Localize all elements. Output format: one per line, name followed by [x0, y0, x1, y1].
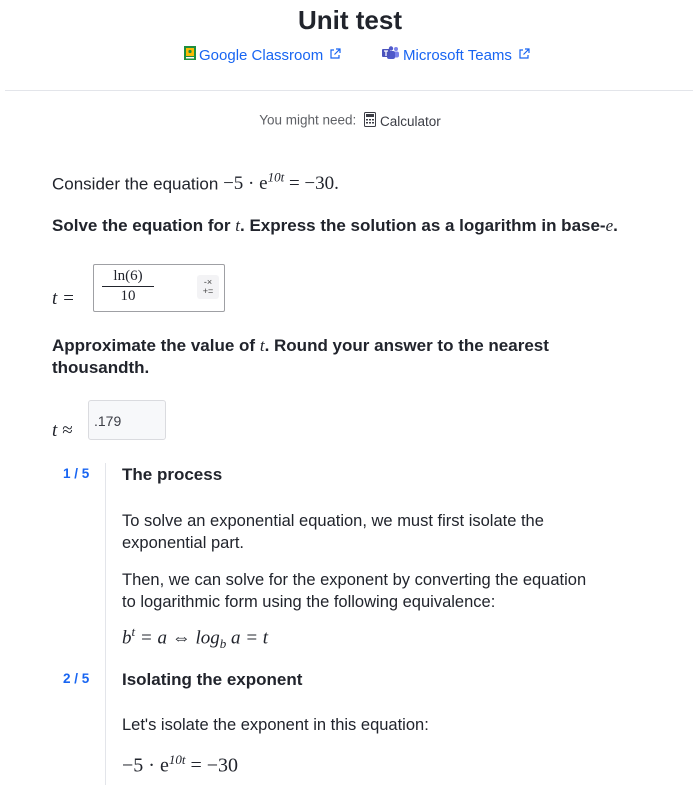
hint-paragraph [122, 569, 682, 613]
external-link-icon [329, 47, 341, 64]
math-keypad-icon[interactable]: -× += [197, 275, 219, 299]
hint-title: Isolating the exponent [122, 670, 303, 689]
formula-end: a = t [226, 627, 269, 649]
hint-title: The process [122, 465, 223, 484]
approx-instruction [52, 335, 612, 379]
answer-fraction [102, 268, 154, 305]
formula-base: b [122, 627, 132, 649]
approx-text-b: . Round your answer to the nearest [264, 336, 549, 355]
instruction-base: e [605, 216, 614, 235]
page-title: Unit test [298, 5, 402, 35]
approx-variable: t [259, 336, 265, 355]
google-classroom-label: Google Classroom [199, 46, 324, 64]
approx-text-a: Approximate the value of [52, 336, 256, 355]
microsoft-teams-icon [382, 46, 400, 64]
approx-input[interactable]: .179 [88, 400, 166, 440]
equation-lhs: −5 · e [122, 754, 169, 777]
tools-prefix: You might need: [259, 112, 357, 128]
question-intro-text: Consider the equation [52, 174, 219, 194]
google-classroom-icon [184, 46, 196, 64]
question-intro [52, 170, 339, 195]
formula-middle: = a ⇔ log [135, 627, 220, 649]
question-equation [223, 170, 339, 195]
equation-exponent: 10t [168, 752, 186, 767]
instruction-variable: t [235, 216, 240, 235]
instruction-end: . [613, 216, 618, 235]
equation-rhs: = −30 [185, 754, 239, 777]
hint-formula [122, 624, 268, 652]
hint-line: Then, we can solve for the exponent by converting the equation [122, 571, 587, 589]
hint-paragraph [122, 510, 682, 554]
calculator-button[interactable] [364, 112, 441, 130]
equation-exponent: 10t [267, 170, 285, 185]
question-instruction [52, 215, 618, 237]
tools-row [0, 112, 700, 130]
hint-line: to logarithmic form using the following equivalence: [122, 593, 496, 611]
hints-divider [105, 463, 106, 785]
instruction-text: Solve the equation for [52, 216, 231, 235]
microsoft-teams-label: Microsoft Teams [403, 46, 512, 64]
answer-denominator: 10 [120, 288, 136, 304]
hint-line: To solve an exponential equation, we must first isolate the [122, 512, 544, 530]
approx-label: t ≈ [52, 420, 73, 441]
calculator-icon [364, 112, 380, 130]
hint-line: exponential part. [122, 534, 245, 552]
calculator-label: Calculator [380, 113, 441, 129]
header-divider [5, 90, 693, 91]
hint-equation [122, 752, 238, 778]
instruction-rest: . Express the solution as a logarithm in base- [240, 216, 606, 235]
answer-label: t = [52, 288, 75, 309]
equation-lhs: −5 · e [223, 173, 268, 195]
answer-input[interactable] [93, 264, 225, 312]
approx-text-c: thousandth. [52, 358, 150, 377]
hint-paragraph: Let's isolate the exponent in this equation: [122, 716, 429, 734]
answer-numerator: ln(6) [102, 268, 154, 287]
microsoft-teams-share-link[interactable] [382, 46, 530, 64]
formula-exponent: t [131, 624, 136, 639]
hint-step-number: 2 / 5 [63, 671, 90, 686]
external-link-icon [518, 47, 530, 64]
formula-log-base: b [219, 636, 227, 652]
google-classroom-share-link[interactable] [184, 46, 341, 64]
equation-rhs: = −30. [284, 173, 339, 195]
hint-step-number: 1 / 5 [63, 466, 90, 481]
